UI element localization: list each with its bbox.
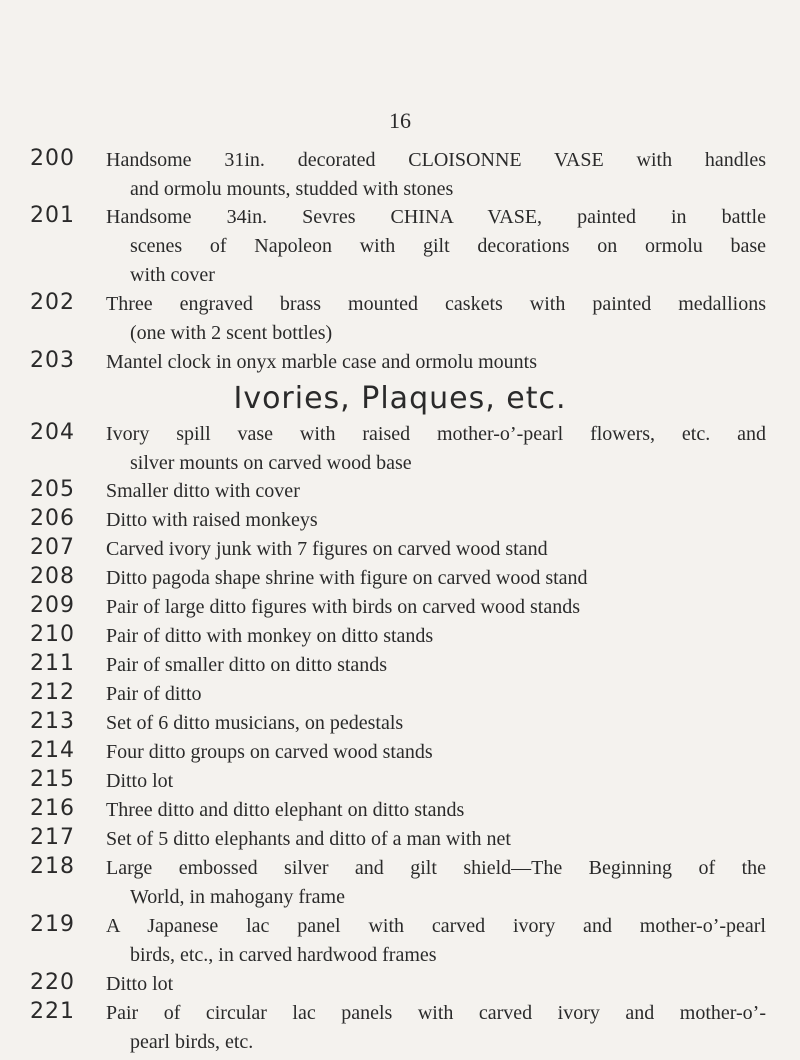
lot-description: Large embossed silver and gilt shield—The Beginning of the World, in mahogany frame <box>106 857 766 908</box>
lot-description: Ditto lot <box>106 973 174 995</box>
lot-number: 202 <box>30 290 75 315</box>
lot-description: Ivory spill vase with raised mother-o’-pearl flowers, etc. and silver mounts on carved wood base <box>106 423 766 474</box>
lot-description: Handsome 31in. decorated CLOISONNE VASE with handles and ormolu mounts, studded with stones <box>106 149 766 200</box>
lot-description: Four ditto groups on carved wood stands <box>106 741 433 763</box>
lot-number: 205 <box>30 477 75 502</box>
lot-description: Handsome 34in. Sevres CHINA VASE, painted in battle scenes of Napoleon with gilt decorations on ormolu base with cover <box>106 206 766 286</box>
lot-number: 206 <box>30 506 75 531</box>
lot-number: 220 <box>30 970 75 995</box>
lot-description: Ditto lot <box>106 770 174 792</box>
lot-number: 203 <box>30 348 75 373</box>
lot-number: 221 <box>30 999 75 1024</box>
lot-description: Mantel clock in onyx marble case and ormolu mounts <box>106 351 538 373</box>
lot-description: Three ditto and ditto elephant on ditto stands <box>106 799 465 821</box>
lot-number: 211 <box>30 651 75 676</box>
lot-description: Pair of circular lac panels with carved ivory and mother-o’- pearl birds, etc. <box>106 1002 766 1053</box>
lot-number: 200 <box>30 146 75 171</box>
lot-description: Pair of ditto with monkey on ditto stands <box>106 625 434 647</box>
lot-number: 215 <box>30 767 75 792</box>
lot-description: Ditto pagoda shape shrine with figure on carved wood stand <box>106 567 588 589</box>
lot-description: Set of 6 ditto musicians, on pedestals <box>106 712 404 734</box>
lot-number: 201 <box>30 203 75 228</box>
lot-description: Smaller ditto with cover <box>106 480 300 502</box>
page-number: 16 <box>389 108 411 133</box>
lot-description: Pair of smaller ditto on ditto stands <box>106 654 388 676</box>
lot-number: 208 <box>30 564 75 589</box>
lot-number: 212 <box>30 680 75 705</box>
lot-description: A Japanese lac panel with carved ivory and mother-o’-pearl birds, etc., in carved hardwood frames <box>106 915 766 966</box>
lot-description: Ditto with raised monkeys <box>106 509 318 531</box>
lot-number: 207 <box>30 535 75 560</box>
lot-number: 218 <box>30 854 75 879</box>
lot-number: 213 <box>30 709 75 734</box>
lot-description: Pair of large ditto figures with birds on carved wood stands <box>106 596 580 618</box>
lot-number: 209 <box>30 593 75 618</box>
lot-description: Set of 5 ditto elephants and ditto of a man with net <box>106 828 511 850</box>
lot-description: Three engraved brass mounted caskets with painted medallions (one with 2 scent bottles) <box>106 293 766 344</box>
lot-number: 214 <box>30 738 75 763</box>
lot-number: 219 <box>30 912 75 937</box>
lot-description: Pair of ditto <box>106 683 202 705</box>
lot-number: 204 <box>30 420 75 445</box>
lot-description: Carved ivory junk with 7 figures on carved wood stand <box>106 538 548 560</box>
section-heading: Ivories, Plaques, etc. <box>233 381 567 416</box>
lot-number: 217 <box>30 825 75 850</box>
lot-number: 216 <box>30 796 75 821</box>
lot-number: 210 <box>30 622 75 647</box>
